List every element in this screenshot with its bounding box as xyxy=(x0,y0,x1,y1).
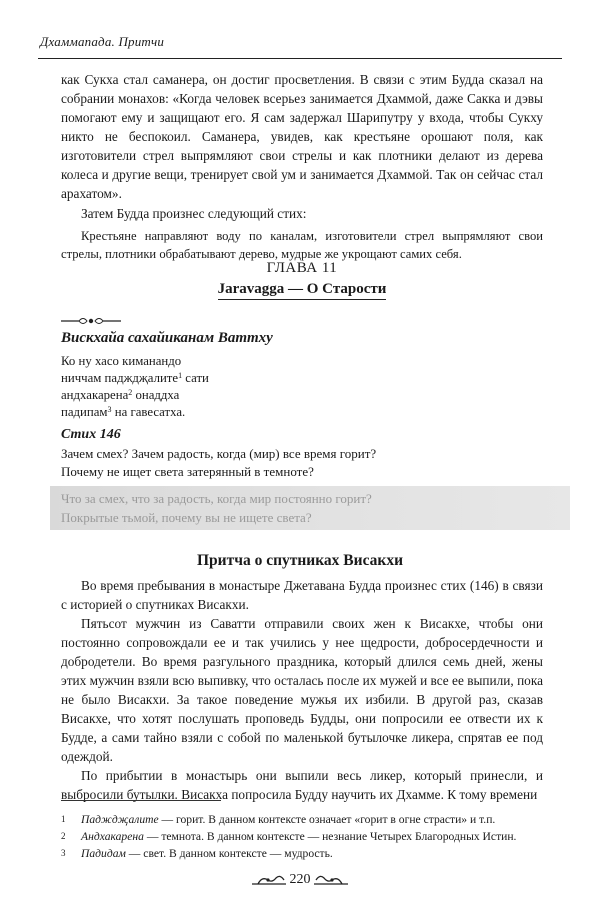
verse-translation xyxy=(61,445,543,481)
chapter-title: Jaravagga — О Старости xyxy=(218,281,387,300)
running-head: Дхаммапада. Притчи xyxy=(40,34,165,49)
pali-line-3: андхакарена$^2$ онаддха xyxy=(61,388,180,402)
parable-title: Притча о спутниках Висакхи xyxy=(196,552,404,569)
page-ornament-left-icon xyxy=(252,874,286,886)
pali-line-2: ниччам падждҗалите$^1$ сати xyxy=(61,371,209,385)
alt-line-2: Покрытые тьмой, почему вы не ищете света? xyxy=(61,510,312,525)
alt-translation xyxy=(61,489,372,527)
footnotes xyxy=(61,811,561,862)
page-number-area xyxy=(0,872,600,888)
footnote: 2 Андхакарена — темнота. В данном контексте — незнание Четырех Благородных Истин. xyxy=(61,830,517,843)
verse-line-1: Зачем смех? Зачем радость, когда (мир) все время горит? xyxy=(61,446,377,461)
intro-paragraph: как Сукха стал саманера, он достиг просветления. В связи с этим Будда сказал на собрании монахов: «Когда человек всерьез занимается Дхаммой, даже Сакка и дэвы помогают ему и защищают его. Я сам задержал Шарипутру у входа, чтобы Сукху никто не беспокоил. Саманера, увидев, как крестьяне орошают поля, как изготовители стрел выпрямляют свои стрелы и как плотники делают из дерева колеса и другие вещи, тренирует свой ум и занимается Дхаммой. Так он сейчас стал арахатом». xyxy=(61,72,543,201)
pali-line-4: падипам$^3$ на гавесатха. xyxy=(61,405,186,419)
footnote: 1 Падждҗалите — горит. В данном контексте означает «горит в огне страсти» и т.п. xyxy=(61,813,496,826)
page-ornament-right-icon xyxy=(314,874,348,886)
footnote: 3 Падидам — свет. В данном контексте — мудрость. xyxy=(61,847,333,860)
chapter-number: ГЛАВА 11 xyxy=(266,260,338,276)
section-block xyxy=(61,330,543,481)
intro-block xyxy=(61,70,543,263)
parable-paragraph-1: Во время пребывания в монастыре Джетавана Будда произнес стих (146) в связи с историей о спутниках Висакхи. xyxy=(61,578,543,612)
header-rule xyxy=(38,58,562,59)
page-number: 220 xyxy=(289,872,311,887)
pali-verse xyxy=(61,353,543,421)
parable-paragraph-2: Пятьсот мужчин из Саватти отправили своих жен к Висакхе, чтобы они постоянно сопровождали ее и так учились у нее щедрости, добросердечности и добродетели. Во время разгульного праздника, который длился семь дней, жены этих мужчин взяли всю выпивку, что осталась после их мужей и все ее выпили, пока не было Висакхи. За такое поведение мужья их избили. В другой раз, сказав Висакхе, что хотят послушать проповедь Будды, они попросили ее отвести их к Будде, а сами тайно взяли с собой по маленькой бутылочке ликера, спрятав ее под одеждой. xyxy=(61,616,543,764)
parable-body xyxy=(61,576,543,804)
ornament-divider xyxy=(61,315,121,327)
parable-paragraph-3: По прибытии в монастырь они выпили весь ликер, который принесли, и выбросили бутылки. Висакха попросила Будду научить их Дхамме. К тому времени xyxy=(61,768,543,802)
section-heading: Вискхайа сахайиканам Ваттху xyxy=(61,330,273,346)
verse-label: Стих 146 xyxy=(61,427,121,442)
verse-line-2: Почему не ищет света затерянный в темноте? xyxy=(61,464,314,479)
chapter-heading xyxy=(61,260,543,300)
pali-line-1: Ко ну хасо киманандо xyxy=(61,354,182,368)
intro-verse: Крестьяне направляют воду по каналам, изготовители стрел выпрямляют свои стрелы, плотники обрабатывают дерево, мудрые же укрощают самих себя. xyxy=(61,229,543,261)
footnote-rule xyxy=(61,800,221,801)
intro-lead-in: Затем Будда произнес следующий стих: xyxy=(81,206,307,221)
alt-line-1: Что за смех, что за радость, когда мир постоянно горит? xyxy=(61,491,372,506)
